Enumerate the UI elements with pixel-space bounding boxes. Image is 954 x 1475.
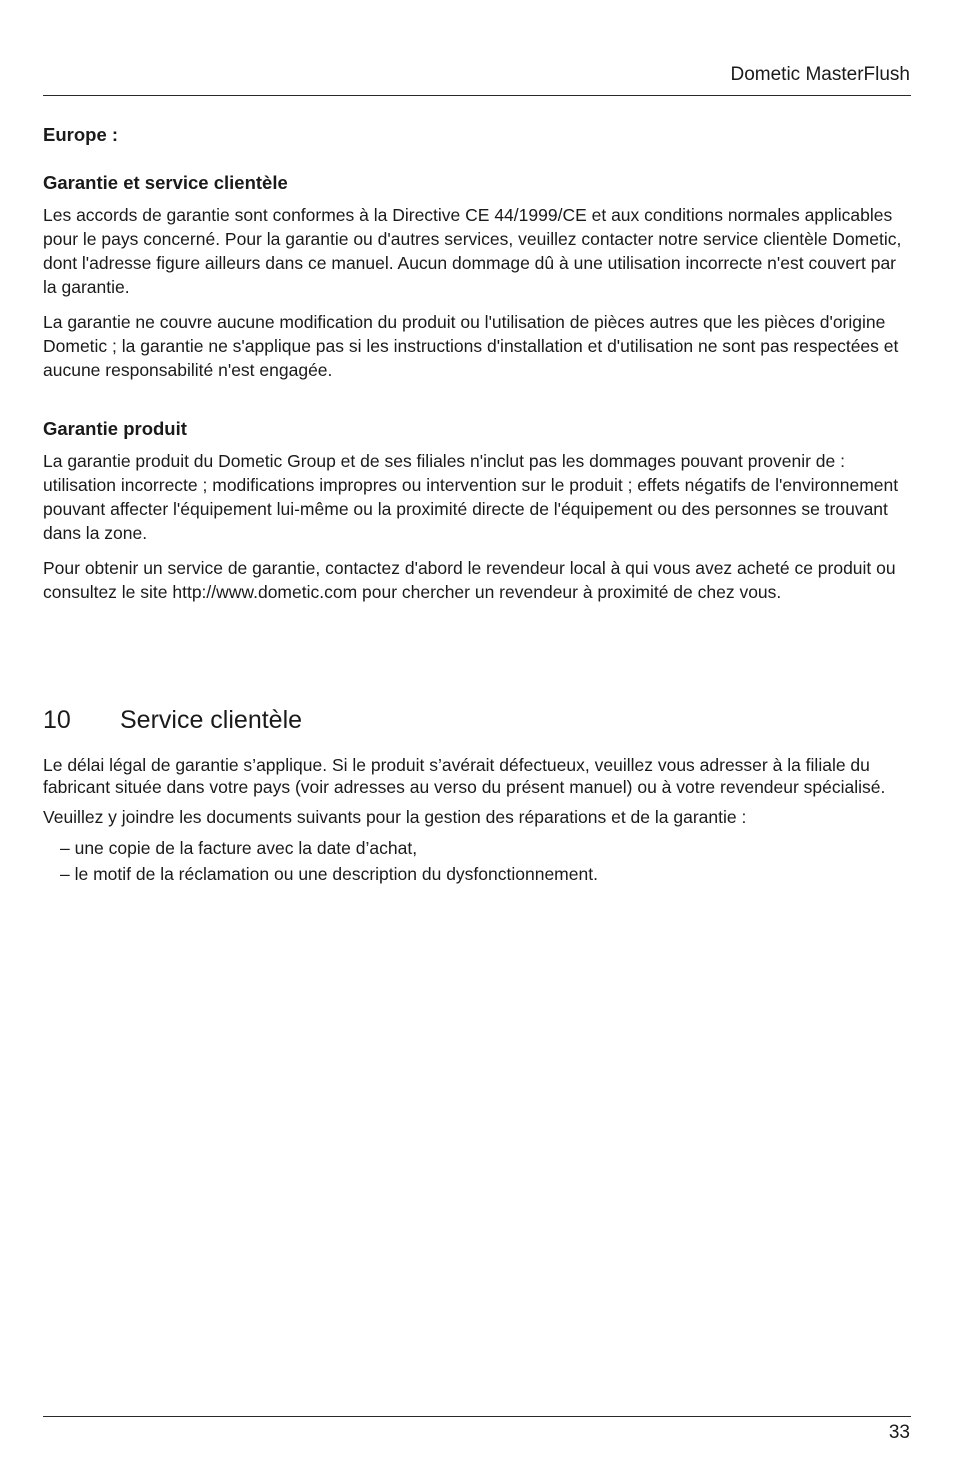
section-number: 10 (43, 706, 71, 734)
product-warranty-paragraph: Pour obtenir un service de garantie, contactez d'abord le revendeur local à qui vous avez acheté ce produit ou consultez le site http://www.dometic.com pour chercher un revendeur à proximité de chez vous. (43, 558, 896, 602)
customer-service-section (43, 754, 911, 887)
header-rule (43, 95, 911, 96)
europe-heading: Europe : (43, 124, 119, 145)
customer-service-paragraph: Le délai légal de garantie s’applique. Si le produit s’avérait défectueux, veuillez vous adresser à la filiale du fabricant située dans votre pays (voir adresses au verso du présent manuel) ou à votre revendeur spécialisé. (43, 755, 886, 797)
product-warranty-heading: Garantie produit (43, 418, 187, 439)
warranty-service-paragraph: Les accords de garantie sont conformes à la Directive CE 44/1999/CE et aux conditions normales applicables pour le pays concerné. Pour la garantie ou d'autres services, veuillez contacter notre service clientèle Dometic, dont l'adresse figure ailleurs dans ce manuel. Aucun dommage dû à une utilisation incorrecte n'est couvert par la garantie. (43, 205, 902, 297)
product-warranty-paragraph: La garantie produit du Dometic Group et de ses filiales n'inclut pas les dommages pouvant provenir de : utilisation incorrecte ; modifications impropres ou intervention sur le produit ; effets négatifs de l'environnement pouvant affecter l'équipement lui-même ou la proximité directe de l'équipement ou des personnes se trouvant dans la zone. (43, 451, 899, 543)
warranty-content (43, 124, 911, 604)
footer-rule (43, 1416, 911, 1417)
page-number: 33 (888, 1422, 910, 1443)
customer-service-paragraph: Veuillez y joindre les documents suivants pour la gestion des réparations et de la garantie : (43, 807, 747, 827)
list-item: – une copie de la facture avec la date d’achat, (60, 838, 418, 858)
warranty-service-heading: Garantie et service clientèle (43, 172, 288, 193)
header-title: Dometic MasterFlush (730, 64, 910, 85)
documents-list (43, 835, 911, 887)
list-item: – le motif de la réclamation ou une description du dysfonctionnement. (60, 864, 598, 884)
warranty-service-paragraph: La garantie ne couvre aucune modification du produit ou l'utilisation de pièces autres que les pièces d'origine Dometic ; la garantie ne s'applique pas si les instructions d'installation et d'utilisation ne sont pas respectées et aucune responsabilité n'est engagée. (43, 312, 899, 380)
section-title: Service clientèle (120, 706, 303, 734)
